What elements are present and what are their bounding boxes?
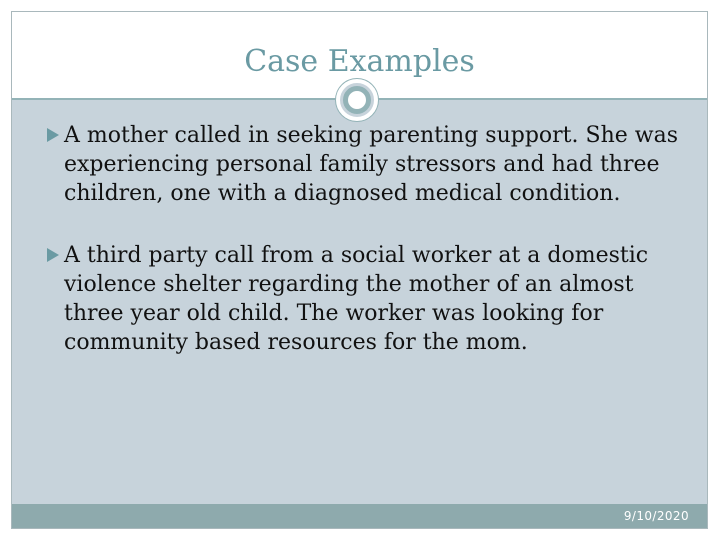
- bullet-text-2: A third party call from a social worker at a domestic violence shelter regarding the mother of an almost three year old child. The worker was looking for community based resources for the mom.: [64, 243, 649, 355]
- triangle-bullet-icon: [47, 128, 59, 142]
- slide-title: Case Examples: [244, 44, 475, 79]
- bullet-item-1: [47, 121, 687, 208]
- bullet-item-2: [47, 241, 687, 357]
- footer-bar: [12, 504, 707, 529]
- bullet-text-1: A mother called in seeking parenting support. She was experiencing personal family stressors and had three children, one with a diagnosed medical condition.: [64, 123, 679, 206]
- slide-frame: [11, 11, 708, 529]
- triangle-bullet-icon: [47, 248, 59, 262]
- ring-icon: [336, 79, 378, 121]
- bullet-list: [47, 121, 687, 357]
- footer-date: 9/10/2020: [623, 509, 689, 523]
